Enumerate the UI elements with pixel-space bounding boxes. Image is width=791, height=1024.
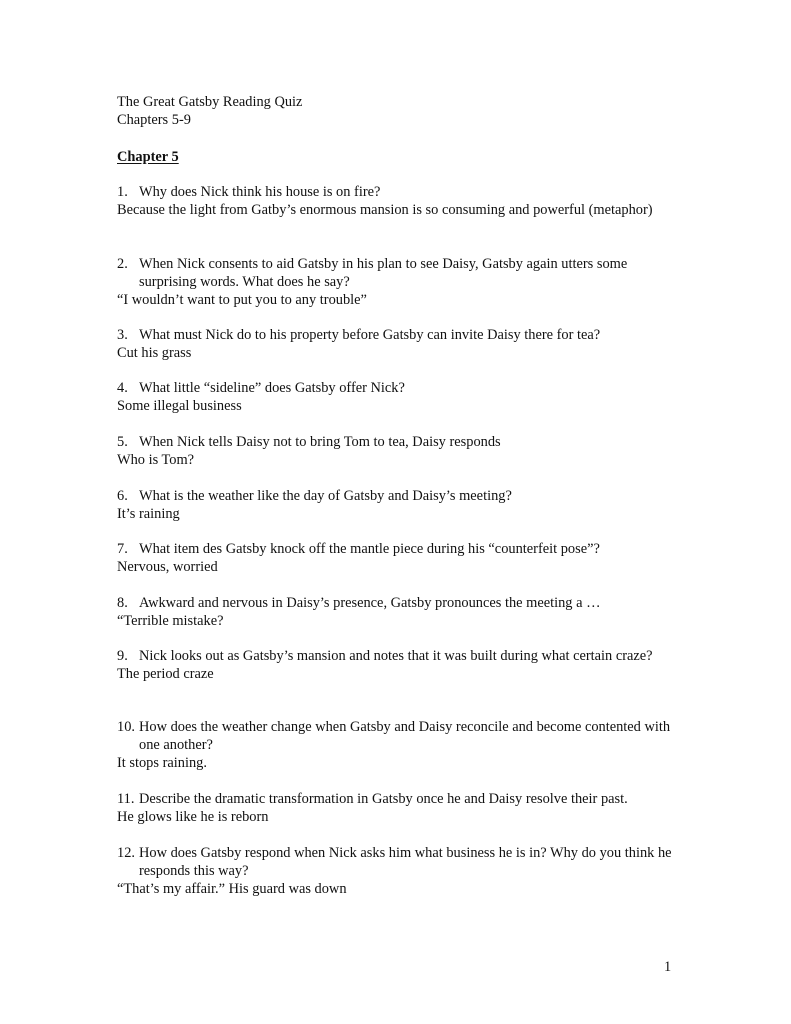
- question-11: [117, 790, 677, 808]
- question-12: [117, 844, 677, 880]
- question-block-7: [117, 540, 677, 576]
- question-block-9: [117, 647, 677, 683]
- question-block-10: [117, 718, 677, 772]
- question-block-1: [117, 183, 677, 219]
- answer-1: Because the light from Gatby’s enormous mansion is so consuming and powerful (metaphor): [117, 202, 653, 218]
- question-5: [117, 433, 677, 451]
- question-text: When Nick consents to aid Gatsby in his plan to see Daisy, Gatsby again utters some surprising words. What does he say?: [139, 256, 628, 290]
- answer-2: “I wouldn’t want to put you to any trouble”: [117, 292, 367, 308]
- question-9: [117, 647, 677, 665]
- question-text: What little “sideline” does Gatsby offer Nick?: [139, 380, 405, 396]
- question-number: 3.: [117, 327, 128, 343]
- document-title: The Great Gatsby Reading Quiz: [117, 94, 303, 110]
- question-block-4: [117, 379, 677, 415]
- question-number: 1.: [117, 184, 128, 200]
- question-number: 8.: [117, 595, 128, 611]
- question-2: [117, 255, 677, 291]
- question-text: Describe the dramatic transformation in Gatsby once he and Daisy resolve their past.: [139, 791, 628, 807]
- question-block-8: [117, 594, 677, 630]
- question-number: 11.: [117, 791, 135, 807]
- question-text: What is the weather like the day of Gatsby and Daisy’s meeting?: [139, 488, 512, 504]
- answer-12: “That’s my affair.” His guard was down: [117, 881, 347, 897]
- question-3: [117, 326, 677, 344]
- question-number: 9.: [117, 648, 128, 664]
- question-number: 5.: [117, 434, 128, 450]
- answer-10: It stops raining.: [117, 755, 207, 771]
- question-block-6: [117, 487, 677, 523]
- answer-5: Who is Tom?: [117, 452, 195, 468]
- question-number: 12.: [117, 845, 135, 861]
- document-subtitle: Chapters 5-9: [117, 112, 191, 128]
- question-text: Nick looks out as Gatsby’s mansion and notes that it was built during what certain craze?: [139, 648, 653, 664]
- question-text: Why does Nick think his house is on fire?: [139, 184, 381, 200]
- answer-6: It’s raining: [117, 506, 180, 522]
- question-number: 4.: [117, 380, 128, 396]
- answer-3: Cut his grass: [117, 345, 192, 361]
- question-number: 7.: [117, 541, 128, 557]
- question-8: [117, 594, 677, 612]
- question-number: 6.: [117, 488, 128, 504]
- document-header: [117, 93, 677, 129]
- answer-7: Nervous, worried: [117, 559, 218, 575]
- question-text: When Nick tells Daisy not to bring Tom to tea, Daisy responds: [139, 434, 501, 450]
- question-number: 2.: [117, 256, 128, 272]
- question-text: How does the weather change when Gatsby and Daisy reconcile and become contented with one another?: [139, 719, 671, 753]
- question-10: [117, 718, 677, 754]
- question-text: What must Nick do to his property before Gatsby can invite Daisy there for tea?: [139, 327, 601, 343]
- page-number: 1: [664, 959, 672, 975]
- question-text: How does Gatsby respond when Nick asks him what business he is in? Why do you think he responds this way?: [139, 845, 672, 879]
- question-4: [117, 379, 677, 397]
- question-text: What item des Gatsby knock off the mantle piece during his “counterfeit pose”?: [139, 541, 600, 557]
- question-block-12: [117, 844, 677, 898]
- answer-9: The period craze: [117, 666, 214, 682]
- question-number: 10.: [117, 719, 135, 735]
- answer-11: He glows like he is reborn: [117, 809, 269, 825]
- answer-8: “Terrible mistake?: [117, 613, 224, 629]
- answer-4: Some illegal business: [117, 398, 242, 414]
- question-block-3: [117, 326, 677, 362]
- question-6: [117, 487, 677, 505]
- question-block-11: [117, 790, 677, 826]
- question-text: Awkward and nervous in Daisy’s presence, Gatsby pronounces the meeting a …: [139, 595, 601, 611]
- question-block-2: [117, 255, 677, 309]
- chapter-heading: Chapter 5: [117, 149, 179, 165]
- question-7: [117, 540, 677, 558]
- question-block-5: [117, 433, 677, 469]
- question-1: [117, 183, 677, 201]
